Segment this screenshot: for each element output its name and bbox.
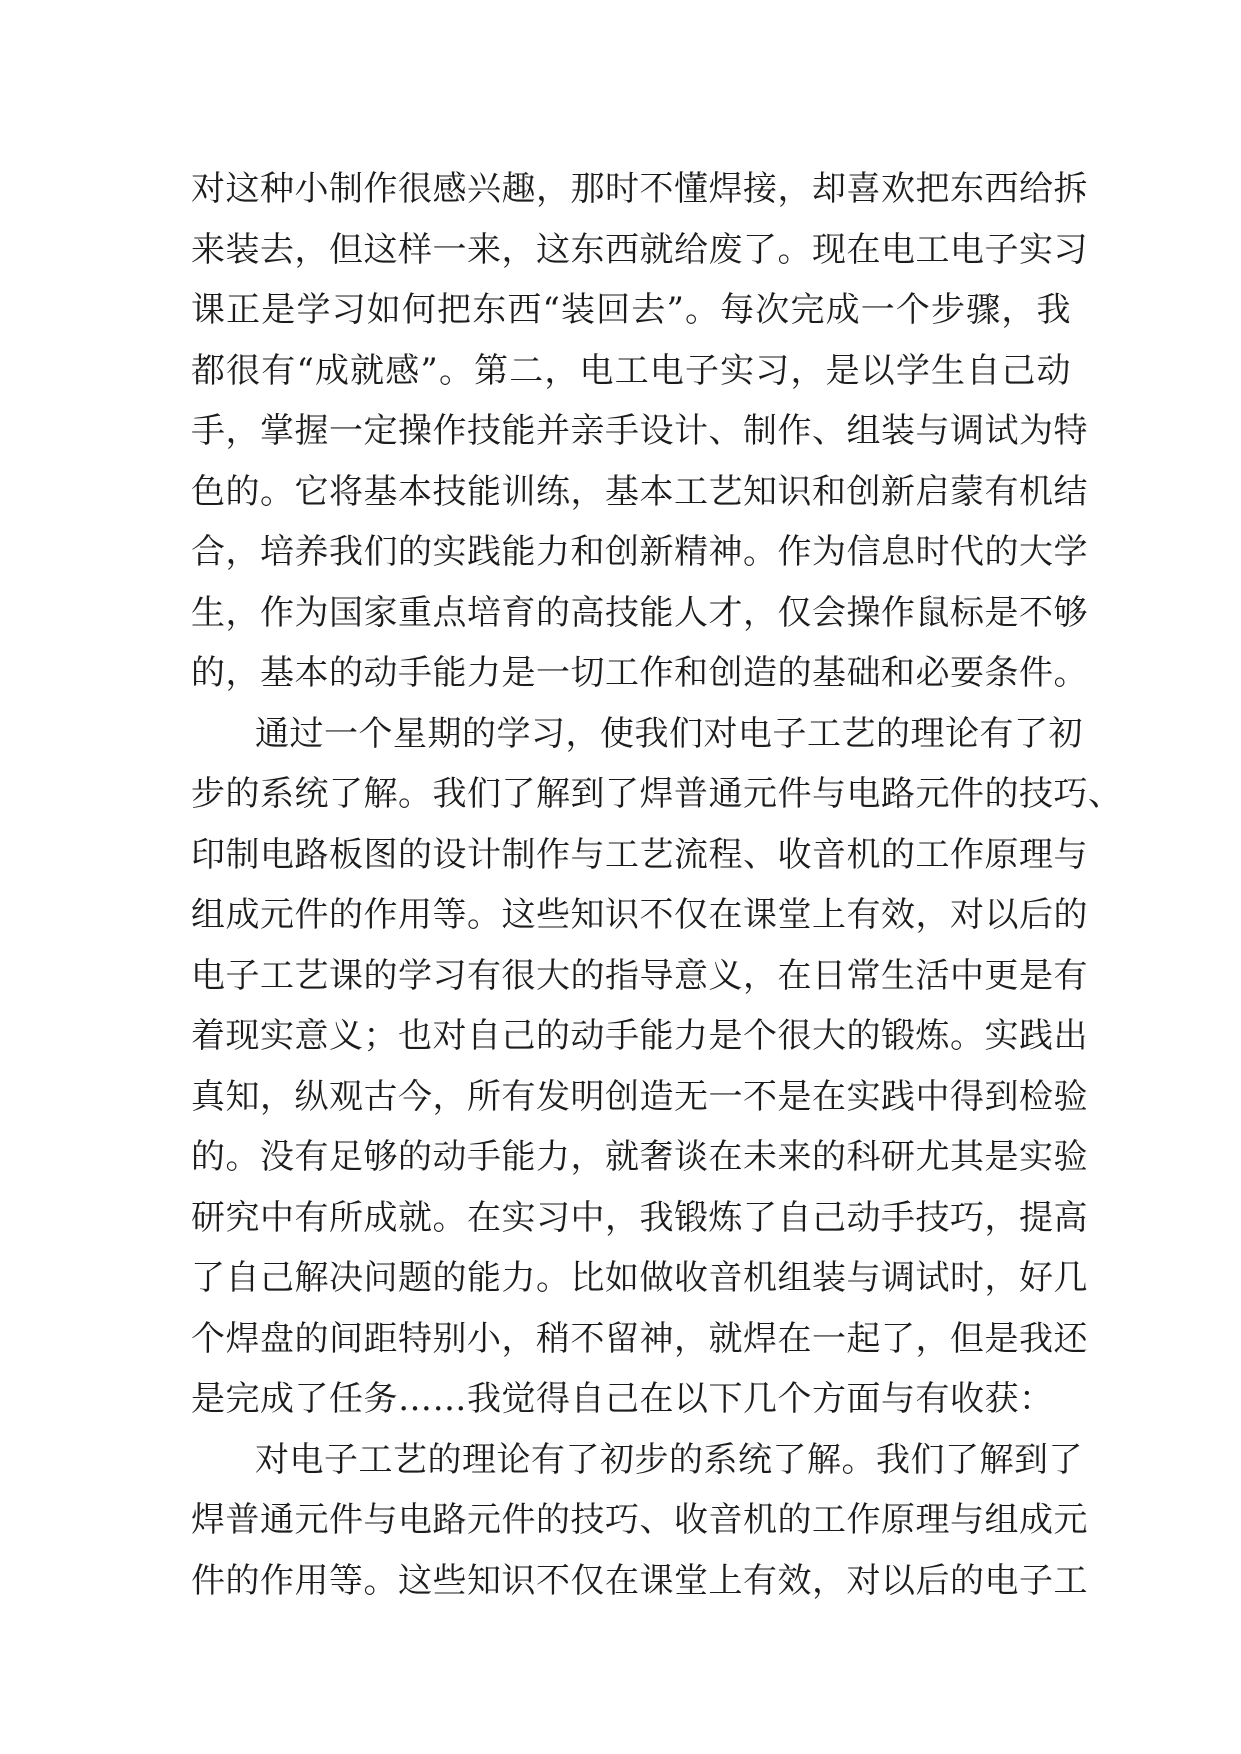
text-line: 对这种小制作很感兴趣，那时不懂焊接，却喜欢把东西给拆: [191, 169, 1088, 209]
text-line: 研究中有所成就。在实习中，我锻炼了自己动手技巧，提高: [191, 1197, 1088, 1238]
text-line: 来装去，但这样一来，这东西就给废了。现在电工电子实习: [191, 229, 1088, 270]
text-line: 组成元件的作用等。这些知识不仅在课堂上有效，对以后的: [191, 895, 1088, 935]
text-line: 步的系统了解。我们了解到了焊普通元件与电路元件的技巧、: [191, 774, 1123, 814]
text-line: 的，基本的动手能力是一切工作和创造的基础和必要条件。: [191, 653, 1088, 693]
text-line: 课正是学习如何把东西“装回去”。每次完成一个步骤，我: [191, 290, 1071, 330]
text-line: 真知，纵观古今，所有发明创造无一不是在实践中得到检验: [191, 1076, 1088, 1117]
text-line: 对电子工艺的理论有了初步的系统了解。我们了解到了: [255, 1439, 1083, 1480]
text-line: 个焊盘的间距特别小，稍不留神，就焊在一起了，但是我还: [191, 1318, 1088, 1359]
text-line: 手，掌握一定操作技能并亲手设计、制作、组装与调试为特: [191, 411, 1088, 451]
text-line: 是完成了任务……我觉得自己在以下几个方面与有收获：: [191, 1379, 1054, 1419]
text-line: 的。没有足够的动手能力，就奢谈在未来的科研尤其是实验: [191, 1137, 1088, 1177]
text-line: 件的作用等。这些知识不仅在课堂上有效，对以后的电子工: [191, 1560, 1088, 1601]
text-line: 生，作为国家重点培育的高技能人才，仅会操作鼠标是不够: [191, 592, 1088, 633]
text-line: 印制电路板图的设计制作与工艺流程、收音机的工作原理与: [191, 834, 1088, 875]
text-line: 着现实意义；也对自己的动手能力是个很大的锻炼。实践出: [191, 1016, 1088, 1056]
text-line: 色的。它将基本技能训练，基本工艺知识和创新启蒙有机结: [191, 471, 1088, 512]
text-line: 都很有“成就感”。第二，电工电子实习，是以学生自己动: [191, 350, 1071, 391]
text-line: 焊普通元件与电路元件的技巧、收音机的工作原理与组成元: [191, 1500, 1088, 1540]
text-line: 电子工艺课的学习有很大的指导意义，在日常生活中更是有: [191, 955, 1088, 996]
text-line: 合，培养我们的实践能力和创新精神。作为信息时代的大学: [191, 532, 1088, 572]
body-text: [191, 159, 1123, 1611]
text-line: 通过一个星期的学习，使我们对电子工艺的理论有了初: [255, 713, 1083, 754]
text-line: 了自己解决问题的能力。比如做收音机组装与调试时，好几: [191, 1258, 1088, 1298]
